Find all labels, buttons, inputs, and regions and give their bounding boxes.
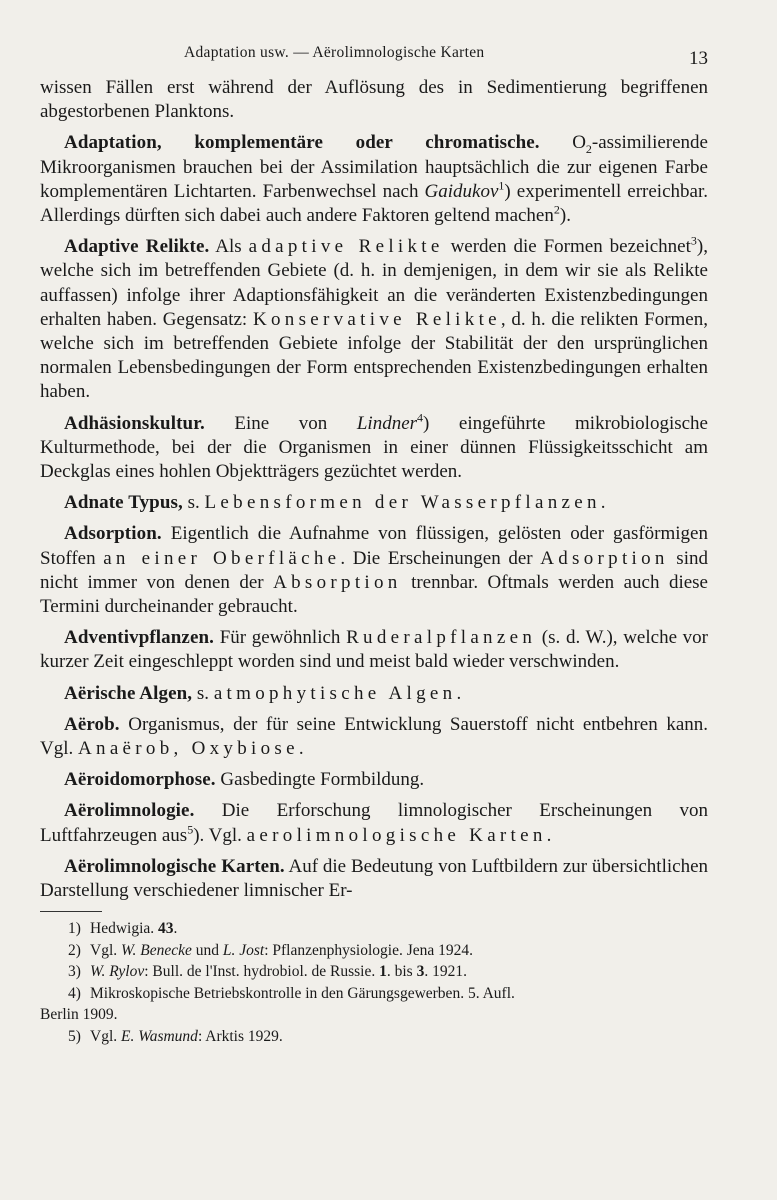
footnote-mark: 1) — [68, 920, 81, 938]
spaced-term: Lebensformen der Wasserpflanzen — [204, 492, 601, 514]
footnote-mark: 3) — [68, 963, 81, 981]
headword: Adnate Typus, — [64, 492, 183, 514]
spaced-term: Ruderalpflanzen — [346, 627, 537, 649]
footnote-ref: 2 — [553, 202, 560, 217]
headword: Adhäsionskultur. — [64, 412, 205, 434]
spaced-term: Anaërob, Oxybiose — [78, 738, 299, 760]
entry-aerolimnologische-karten: Aërolimnologische Karten. Auf die Bedeutung von Luftbildern zur übersichtlichen Darstellung verschiedener limnischer Er- — [40, 855, 708, 902]
entry-adsorption: Adsorption. Eigentlich die Aufnahme von flüssigen, gelösten oder gasförmigen Stoffen an einer Oberfläche. Die Erscheinungen der Adsorption sind nicht immer von denen der Absorption trennbar. Oftmals werden auch diese Termini durcheinander gebraucht. — [40, 523, 708, 618]
footnote-ref: 3 — [690, 233, 697, 248]
footnote-4-continuation: Berlin 1909. — [40, 1006, 118, 1024]
spaced-term: aerolimnologische Karten — [246, 824, 547, 846]
headword: Adaptation, komplementäre oder chromatische. — [64, 132, 540, 154]
entry-adhaesionskultur: Adhäsionskultur. Eine von Lindner$^4$) eingeführte mikrobiologische Kulturmethode, bei der die Organismen in einer dünnen Flüssigkeitsschicht am Deckglas eines hohlen Objektträgers gezüchtet werden. — [40, 410, 708, 483]
headword: Aërische Algen, — [64, 682, 193, 704]
running-title: Adaptation usw. — Aërolimnologische Karten — [184, 44, 485, 61]
entry-adnate-typus: Adnate Typus, s. Lebensformen der Wasserpflanzen. — [64, 492, 606, 514]
spaced-term: Adsorption — [540, 547, 669, 569]
footnote-rule — [40, 911, 102, 912]
footnote-2: 2) Vgl. W. Benecke und L. Jost: Pflanzenphysiologie. Jena 1924. — [40, 940, 708, 962]
footnote-3: 3) W. Rylov: Bull. de l'Inst. hydrobiol. de Russie. 1. bis 3. 1921. — [40, 961, 708, 983]
headword: Aërob. — [64, 713, 120, 735]
footnote-4: 4) Mikroskopische Betriebskontrolle in den Gärungsgewerben. 5. Aufl. — [40, 983, 708, 1005]
headword: Aërolimnologie. — [64, 800, 195, 822]
footnote-ref: 5 — [187, 822, 194, 837]
spaced-term: Konservative Relikte — [252, 308, 501, 330]
footnotes — [40, 918, 708, 1047]
entry-aerolimnologie: Aërolimnologie. Die Erforschung limnologischer Erscheinungen von Luftfahrzeugen aus$^5$). Vgl. aerolimnologische Karten. — [40, 800, 708, 846]
spaced-term: adaptive Relikte — [248, 236, 444, 258]
footnote-mark: 2) — [68, 941, 81, 959]
author-name: Gaidukov — [424, 180, 499, 202]
page-number: 13 — [689, 48, 708, 69]
entry-aerische-algen: Aërische Algen, s. atmophytische Algen. — [64, 682, 462, 704]
running-head — [40, 40, 708, 76]
headword: Aërolimnologische Karten. — [64, 855, 285, 877]
entry-aeroidomorphose: Aëroidomorphose. Gasbedingte Formbildung. — [64, 769, 425, 791]
spaced-term: an einer Oberfläche — [103, 547, 341, 569]
headword: Aëroidomorphose. — [64, 769, 216, 791]
continuation-paragraph: wissen Fällen erst während der Auflösung des in Sedimentierung begriffenen abgestorbenen Planktons. — [40, 77, 708, 123]
author-name: Lindner — [356, 412, 418, 434]
spaced-term: atmophytische Algen — [213, 682, 457, 704]
spaced-term: Absorption — [273, 571, 402, 593]
entry-adaptation: Adaptation, komplementäre oder chromatische. $O_2$-assimilierende Mikroorganismen brauchen bei der Assimilation hauptsächlich die zur eigenen Farbe komplementären Lichtarten. Farbenwechsel nach Gaidukov$^1$) experimentell erreichbar. Allerdings dürften sich dabei auch andere Faktoren geltend machen$^2$). — [40, 132, 708, 227]
footnote-mark: 4) — [68, 984, 81, 1002]
body-text — [40, 76, 708, 903]
footnote-mark: 5) — [68, 1027, 81, 1045]
footnote-ref: 4 — [417, 410, 424, 425]
footnote-5: 5) Vgl. E. Wasmund: Arktis 1929. — [40, 1026, 708, 1048]
headword: Adsorption. — [64, 523, 162, 545]
entry-adventivpflanzen: Adventivpflanzen. Für gewöhnlich Ruderalpflanzen (s. d. W.), welche vor kurzer Zeit eingeschleppt worden sind und meist bald wieder verschwinden. — [40, 627, 708, 673]
footnote-1: 1) Hedwigia. 43. — [40, 918, 708, 940]
headword: Adaptive Relikte. — [64, 236, 210, 258]
entry-aerob: Aërob. Organismus, der für seine Entwicklung Sauerstoff nicht entbehren kann. Vgl. Anaërob, Oxybiose. — [40, 713, 708, 760]
headword: Adventivpflanzen. — [64, 627, 215, 649]
entry-adaptive-relikte: Adaptive Relikte. Als adaptive Relikte werden die Formen bezeichnet$^3$), welche sich im betreffenden Gebiete (d. h. in demjenigen, in dem wir sie als Relikte auffassen) infolge ihrer Adaptionsfähigkeit an die veränderten Existenzbedingungen erhalten haben. Gegensatz: Konservative Relikte, d. h. die relikten Formen, welche sich im betreffenden Gebiete infolge der Stabilität der den ursprünglichen normalen Lebensbedingungen der Form entsprechenden Existenzbedingungen erhalten haben. — [40, 233, 708, 403]
footnote-ref: 1 — [498, 178, 505, 193]
